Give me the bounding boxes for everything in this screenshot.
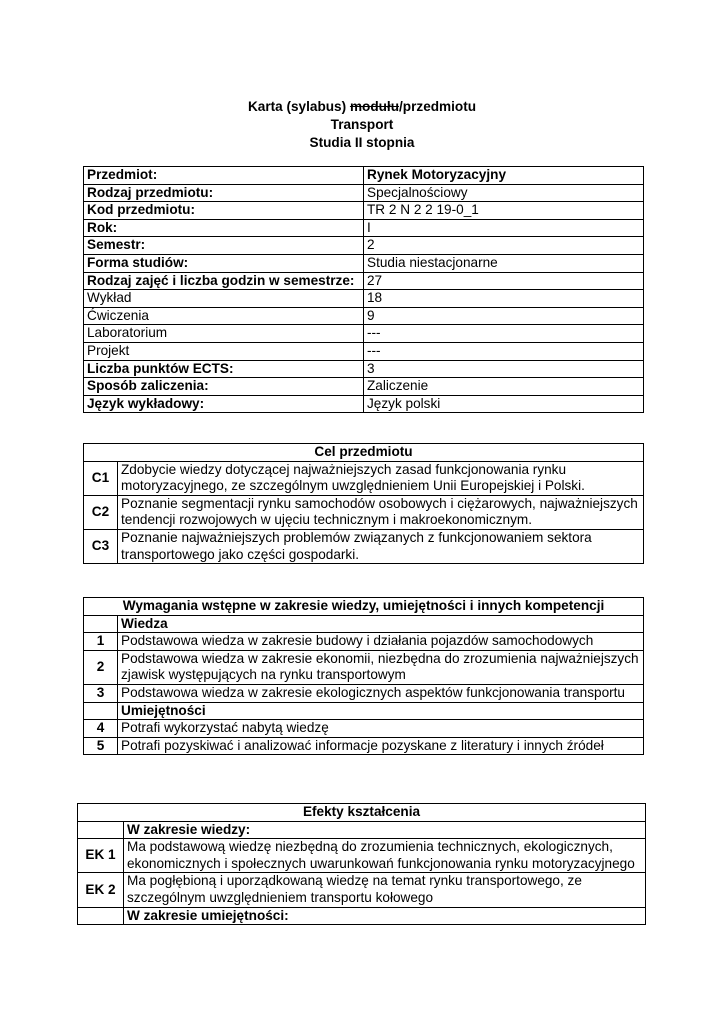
table-row: Forma studiów: Studia niestacjonarne: [84, 254, 644, 272]
table-row: 3 Podstawowa wiedza w zakresie ekologicznych aspektów funkcjonowania transportu: [84, 684, 644, 702]
table-row: C2 Poznanie segmentacji rynku samochodów osobowych i ciężarowych, najważniejszych tendencji rozwojowych w ujęciu technicznym i makroekonomicznym.: [84, 495, 644, 529]
learning-outcomes-table: [77, 803, 646, 925]
table-header-row: [84, 444, 644, 462]
table-header-row: [84, 598, 644, 616]
table-row: 5 Potrafi pozyskiwać i analizować informacje pozyskane z literatury i innych źródeł: [84, 737, 644, 755]
table-subheader-row: Umiejętności: [84, 702, 644, 720]
table-subheader-row: W zakresie umiejętności:: [78, 907, 646, 925]
table-row: 4 Potrafi wykorzystać nabytą wiedzę: [84, 720, 644, 738]
table-row: Laboratorium ---: [84, 325, 644, 343]
table-row: EK 2 Ma pogłębioną i uporządkowaną wiedzę na temat rynku transportowego, ze szczególnym uwzględnieniem transportu kołowego: [78, 873, 646, 907]
course-goals-table: [83, 443, 644, 564]
table-row: Przedmiot: Rynek Motoryzacyjny: [84, 167, 644, 185]
table-row: C3 Poznanie najważniejszych problemów związanych z funkcjonowaniem sektora transportowego jako części gospodarki.: [84, 529, 644, 563]
table-row: Rok: I: [84, 219, 644, 237]
header-line-1: Karta (sylabus) modułu/przedmiotu: [247, 99, 477, 114]
table-row: Język wykładowy: Język polski: [84, 395, 644, 413]
table-subheader-row: Wiedza: [84, 615, 644, 633]
table-row: 1 Podstawowa wiedza w zakresie budowy i działania pojazdów samochodowych: [84, 633, 644, 651]
table-row: C1 Zdobycie wiedzy dotyczącej najważniejszych zasad funkcjonowania rynku motoryzacyjnego, ze szczególnym uwzględnieniem Unii Europejskiej i Polski.: [84, 461, 644, 495]
table-row: Kod przedmiotu: TR 2 N 2 2 19-0_1: [84, 202, 644, 220]
table-row: Liczba punktów ECTS: 3: [84, 360, 644, 378]
prerequisites-table: [83, 597, 644, 755]
section-title: Cel przedmiotu: [84, 444, 644, 462]
document-header: [0, 98, 724, 152]
course-info-table: [83, 166, 644, 413]
table-row: Rodzaj przedmiotu: Specjalnościowy: [84, 184, 644, 202]
table-row: Sposób zaliczenia: Zaliczenie: [84, 378, 644, 396]
section-title: Wymagania wstępne w zakresie wiedzy, umiejętności i innych kompetencji: [84, 598, 644, 616]
table-row: Rodzaj zajęć i liczba godzin w semestrze: 27: [84, 272, 644, 290]
table-row: EK 1 Ma podstawową wiedzę niezbędną do zrozumienia technicznych, ekologicznych, ekonomicznych i społecznych uwarunkowań funkcjonowania rynku motoryzacyjnego: [78, 839, 646, 873]
table-row: 2 Podstawowa wiedza w zakresie ekonomii, niezbędna do zrozumienia najważniejszych zjawisk występujących na rynku transportowym: [84, 650, 644, 684]
table-row: Wykład 18: [84, 290, 644, 308]
struck-word: modułu: [349, 99, 400, 114]
header-line-2: Transport: [330, 117, 394, 132]
table-row: Semestr: 2: [84, 237, 644, 255]
table-row: Projekt ---: [84, 342, 644, 360]
header-line-3: Studia II stopnia: [309, 135, 415, 150]
table-header-row: [78, 804, 646, 822]
table-row: Ćwiczenia 9: [84, 307, 644, 325]
section-title: Efekty kształcenia: [78, 804, 646, 822]
table-subheader-row: W zakresie wiedzy:: [78, 821, 646, 839]
